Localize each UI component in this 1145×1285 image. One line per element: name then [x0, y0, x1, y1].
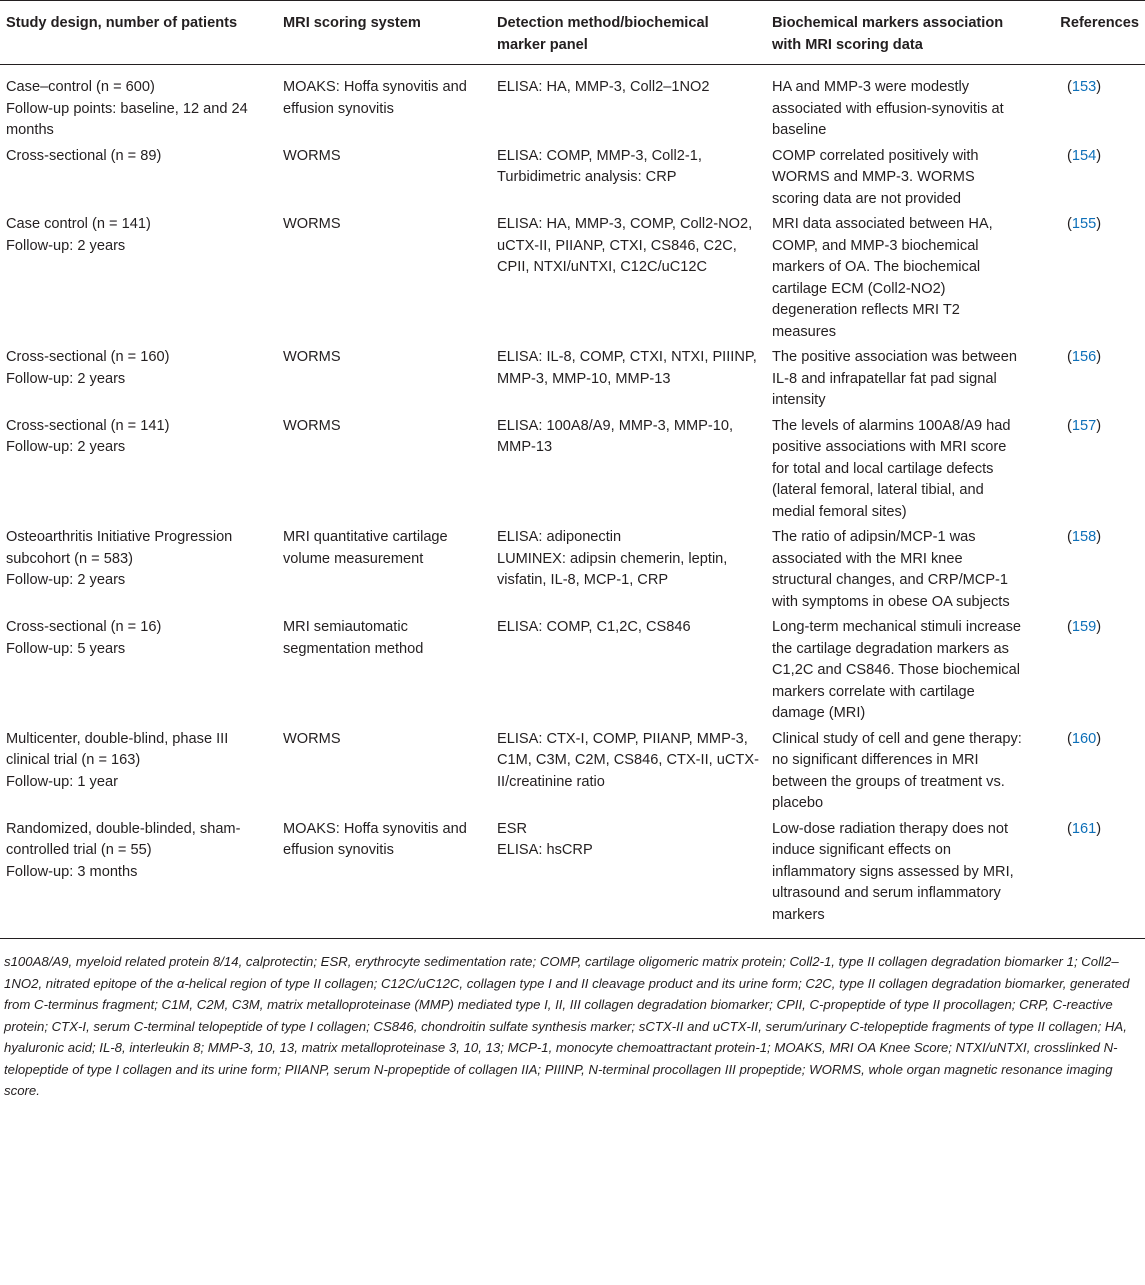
cell-reference: (154)	[1067, 147, 1102, 164]
cell-mri-scoring: WORMS	[283, 216, 341, 232]
reference-link[interactable]: 153	[1071, 79, 1097, 95]
detection-line: ELISA: hsCRP	[497, 842, 593, 858]
study-design-line: Follow-up: 2 years	[6, 439, 126, 455]
header-row	[0, 1, 1145, 65]
header-association: Biochemical markers association with MRI scoring data	[766, 1, 1029, 65]
study-design-line: Multicenter, double-blind, phase III clinical trial (n = 163)	[6, 730, 229, 768]
cell-association: COMP correlated positively with WORMS and MMP-3. WORMS scoring data are not provided	[772, 147, 979, 207]
cell-detection-method	[491, 345, 766, 414]
reference-link[interactable]: 155	[1071, 216, 1097, 232]
cell-detection-method	[491, 727, 766, 817]
cell-reference: (155)	[1067, 216, 1102, 232]
cell-detection-method	[491, 525, 766, 615]
cell-detection-method	[491, 615, 766, 727]
cell-mri-scoring: MOAKS: Hoffa synovitis and effusion synovitis	[283, 820, 467, 858]
detection-line: ELISA: COMP, C1,2C, CS846	[497, 619, 691, 635]
study-design-line: Follow-up: 2 years	[6, 572, 126, 588]
cell-association: The positive association was between IL-8 and infrapatellar fat pad signal intensity	[772, 349, 1017, 408]
header-study-design: Study design, number of patients	[0, 1, 277, 65]
cell-detection-method	[491, 144, 766, 213]
reference-link[interactable]: 161	[1071, 820, 1097, 837]
study-design-line: Follow-up points: baseline, 12 and 24 months	[6, 100, 248, 138]
table-row	[0, 144, 1145, 213]
cell-association: The ratio of adipsin/MCP-1 was associated with the MRI knee structural changes, and CRP/MCP-1 with symptoms in obese OA subjects	[772, 529, 1010, 610]
cell-reference: (161)	[1067, 820, 1102, 837]
header-mri-scoring: MRI scoring system	[277, 1, 491, 65]
reference-link[interactable]: 159	[1071, 619, 1097, 635]
study-design-line: Follow-up: 2 years	[6, 237, 126, 254]
cell-association: Long-term mechanical stimuli increase the cartilage degradation markers as C1,2C and CS846. Those biochemical markers correlate with cartilage damage (MRI)	[772, 619, 1022, 721]
reference-link[interactable]: 156	[1071, 349, 1097, 365]
cell-association: Clinical study of cell and gene therapy: no significant differences in MRI between the groups of treatment vs. placebo	[772, 730, 1022, 811]
detection-line: ELISA: adiponectin	[497, 529, 622, 545]
table-header	[0, 1, 1145, 65]
cell-mri-scoring: WORMS	[283, 147, 341, 164]
reference-link[interactable]: 160	[1071, 730, 1097, 747]
detection-line: ELISA: CTX-I, COMP, PIIANP, MMP-3, C1M, C3M, C2M, CS846, CTX-II, uCTX-II/creatinine ratio	[497, 730, 759, 790]
cell-study-design	[0, 727, 277, 817]
study-design-line: Cross-sectional (n = 16)	[6, 619, 162, 635]
study-design-line: Cross-sectional (n = 141)	[6, 417, 170, 434]
table-row	[0, 345, 1145, 414]
table-row	[0, 65, 1145, 144]
detection-line: LUMINEX: adipsin chemerin, leptin, visfatin, IL-8, MCP-1, CRP	[497, 550, 728, 588]
cell-reference: (158)	[1067, 529, 1102, 545]
cell-study-design	[0, 414, 277, 526]
cell-association: MRI data associated between HA, COMP, and MMP-3 biochemical markers of OA. The biochemical cartilage ECM (Coll2-NO2) degeneration reflects MRI T2 measures	[772, 216, 993, 340]
detection-line: ELISA: 100A8/A9, MMP-3, MMP-10, MMP-13	[497, 417, 734, 455]
cell-detection-method	[491, 65, 766, 144]
cell-reference: (160)	[1067, 730, 1102, 747]
table-row	[0, 414, 1145, 526]
cell-detection-method	[491, 212, 766, 345]
table-row	[0, 525, 1145, 615]
cell-association: Low-dose radiation therapy does not induce significant effects on inflammatory signs assessed by MRI, ultrasound and serum inflammatory markers	[772, 820, 1014, 923]
table-row	[0, 727, 1145, 817]
cell-mri-scoring: MRI semiautomatic segmentation method	[283, 619, 424, 657]
cell-detection-method	[491, 414, 766, 526]
cell-mri-scoring: MOAKS: Hoffa synovitis and effusion synovitis	[283, 79, 467, 117]
study-design-line: Cross-sectional (n = 160)	[6, 349, 170, 365]
header-references: References	[1029, 1, 1145, 65]
study-design-line: Randomized, double-blinded, sham-controlled trial (n = 55)	[6, 820, 241, 858]
table-row	[0, 817, 1145, 935]
detection-line: ELISA: COMP, MMP-3, Coll2-1, Turbidimetric analysis: CRP	[497, 147, 702, 185]
cell-study-design	[0, 212, 277, 345]
table-body	[0, 65, 1145, 935]
cell-study-design	[0, 345, 277, 414]
table-row	[0, 615, 1145, 727]
study-design-line: Osteoarthritis Initiative Progression subcohort (n = 583)	[6, 529, 233, 567]
cell-mri-scoring: WORMS	[283, 730, 341, 747]
table-row	[0, 212, 1145, 345]
cell-reference: (159)	[1067, 619, 1102, 635]
study-design-line: Follow-up: 2 years	[6, 370, 126, 387]
header-detection-method: Detection method/biochemical marker panel	[491, 1, 766, 65]
reference-link[interactable]: 157	[1071, 417, 1097, 434]
study-design-line: Case–control (n = 600)	[6, 79, 155, 95]
study-design-line: Cross-sectional (n = 89)	[6, 147, 162, 164]
cell-detection-method	[491, 817, 766, 935]
table-footnote: s100A8/A9, myeloid related protein 8/14, calprotectin; ESR, erythrocyte sedimentation rate; COMP, cartilage oligomeric matrix protein; Coll2-1, type II collagen degradation biomarker 1; Coll2–1NO2, nitrated epitope of the α-helical region of type II collagen; C12C/uC12C, collagen type I and II cleavage product and its urine form; C2C, type II collagen degradation biomarker, generated from C-terminus fragment; C1M, C2M, C3M, matrix metalloproteinase (MMP) mediated type I, II, III collagen degradation biomarker; CPII, C-propeptide of type II procollagen; CRP, C-reactive protein; CTX-I, serum C-terminal telopeptide of type I collagen; CS846, chondroitin sulfate synthesis marker; sCTX-II and uCTX-II, serum/urinary C-telopeptide fragments of type II collagen; HA, hyaluronic acid; IL-8, interleukin 8; MMP-3, 10, 13, matrix metalloproteinase 3, 10, 13; MCP-1, monocyte chemoattractant protein-1; MOAKS, MRI OA Knee Score; NTXI/uNTXI, crosslinked N-telopeptide of type I collagen and its urine form; PIIANP, serum N-propeptide of collagen IIA; PIIINP, N-terminal procollagen III propeptide; WORMS, whole organ magnetic resonance imaging score.	[0, 938, 1145, 1102]
detection-line: ELISA: HA, MMP-3, Coll2–1NO2	[497, 79, 710, 95]
detection-line: ESR	[497, 820, 528, 837]
study-design-line: Case control (n = 141)	[6, 216, 151, 232]
cell-reference: (153)	[1067, 79, 1102, 95]
study-design-line: Follow-up: 1 year	[6, 773, 118, 790]
reference-link[interactable]: 154	[1071, 147, 1097, 164]
study-design-line: Follow-up: 3 months	[6, 863, 138, 880]
cell-study-design	[0, 817, 277, 935]
cell-mri-scoring: MRI quantitative cartilage volume measurement	[283, 529, 448, 567]
study-design-line: Follow-up: 5 years	[6, 640, 126, 657]
cell-association: The levels of alarmins 100A8/A9 had positive associations with MRI score for total and local cartilage defects (lateral femoral, lateral tibial, and medial femoral sites)	[772, 417, 1011, 520]
cell-mri-scoring: WORMS	[283, 417, 341, 434]
cell-reference: (156)	[1067, 349, 1102, 365]
cell-study-design	[0, 615, 277, 727]
detection-line: ELISA: HA, MMP-3, COMP, Coll2-NO2, uCTX-II, PIIANP, CTXI, CS846, C2C, CPII, NTXI/uNTXI, C12C/uC12C	[497, 216, 753, 275]
cell-reference: (157)	[1067, 417, 1102, 434]
cell-study-design	[0, 65, 277, 144]
cell-study-design	[0, 144, 277, 213]
cell-association: HA and MMP-3 were modestly associated with effusion-synovitis at baseline	[772, 79, 1004, 138]
cell-mri-scoring: WORMS	[283, 349, 341, 365]
detection-line: ELISA: IL-8, COMP, CTXI, NTXI, PIIINP, MMP-3, MMP-10, MMP-13	[497, 349, 757, 387]
cell-study-design	[0, 525, 277, 615]
reference-link[interactable]: 158	[1071, 529, 1097, 545]
